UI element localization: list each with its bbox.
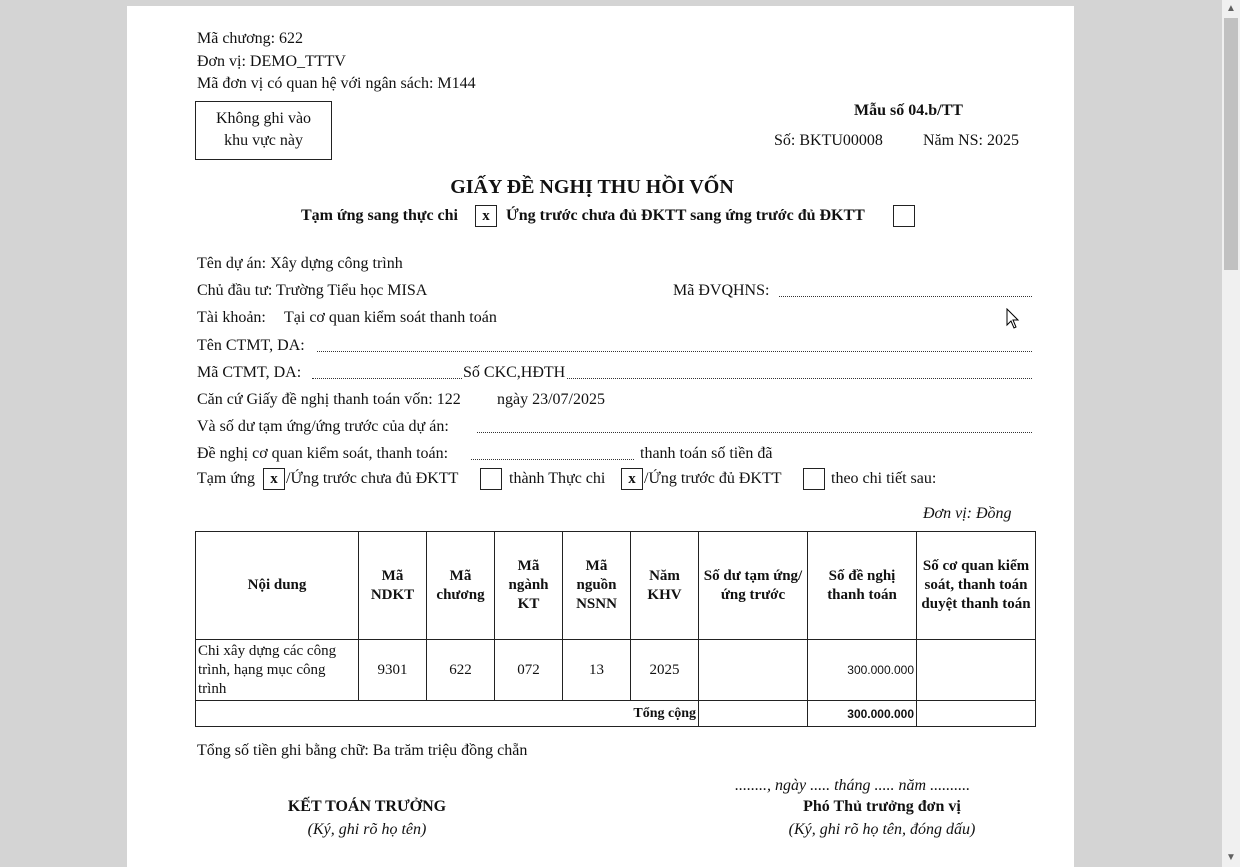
de-nghi-label: Đề nghị cơ quan kiểm soát, thanh toán: <box>197 445 449 462</box>
de-nghi-dots <box>471 459 634 460</box>
ma-dvqhns-dots <box>779 296 1032 297</box>
checkbox-ung-truoc-chua-du <box>480 468 502 490</box>
ma-dvqhns-label: Mã ĐVQHNS: <box>673 282 770 299</box>
ma-don-vi-ngan-sach: Mã đơn vị có quan hệ với ngân sách: M144 <box>197 75 476 92</box>
don-vi-tinh: Đơn vị: Đồng <box>923 505 1012 522</box>
document-page <box>127 6 1074 867</box>
cell-ma-chuong: 622 <box>427 640 495 701</box>
mau-so: Mẫu số 04.b/TT <box>854 102 963 119</box>
subtitle-ung-truoc-sang-du-dktt: Ứng trước chưa đủ ĐKTT sang ứng trước đủ ĐKTT <box>506 207 865 224</box>
col-header-so-du: Số dư tạm ứng/ứng trước <box>699 532 808 640</box>
table-total-row <box>196 701 1036 727</box>
table-header-row <box>196 532 1036 640</box>
ke-toan-truong-note: (Ký, ghi rõ họ tên) <box>307 821 427 838</box>
pho-thu-truong-note: (Ký, ghi rõ họ tên, đóng dấu) <box>788 821 976 838</box>
document-title: GIẤY ĐỀ NGHỊ THU HỒI VỐN <box>450 176 734 198</box>
reserved-area-line2: khu vực này <box>224 132 303 149</box>
signature-date-line: ........, ngày ..... tháng ..... năm .......... <box>735 777 971 794</box>
total-so-de-nghi: 300.000.000 <box>808 701 917 727</box>
table-row <box>196 640 1036 701</box>
cell-ma-nganh: 072 <box>495 640 563 701</box>
total-so-du <box>699 701 808 727</box>
thanh-toan-so-tien: thanh toán số tiền đã <box>640 445 773 462</box>
total-label: Tổng cộng <box>196 701 699 727</box>
scroll-down-arrow-icon[interactable]: ▼ <box>1226 852 1236 863</box>
total-so-duyet <box>917 701 1036 727</box>
detail-table <box>195 531 1036 727</box>
cell-ma-ndkt: 9301 <box>359 640 427 701</box>
cell-ma-nguon: 13 <box>563 640 631 701</box>
ten-du-an: Tên dự án: Xây dựng công trình <box>197 255 403 272</box>
vertical-scrollbar[interactable] <box>1222 0 1240 867</box>
so-ckc-label: Số CKC,HĐTH <box>463 364 566 381</box>
col-header-so-de-nghi: Số đề nghị thanh toán <box>808 532 917 640</box>
reserved-area-line1: Không ghi vào <box>215 110 312 127</box>
reserved-area-box <box>195 101 332 160</box>
ten-ctmt-label: Tên CTMT, DA: <box>197 337 305 354</box>
ma-ctmt-label: Mã CTMT, DA: <box>197 364 302 381</box>
nam-ngan-sach: Năm NS: 2025 <box>923 132 1019 149</box>
col-header-ma-chuong: Mã chương <box>427 532 495 640</box>
cell-so-de-nghi: 300.000.000 <box>808 640 917 701</box>
checkbox-tam-ung: x <box>263 468 285 490</box>
col-header-ma-nganh: Mã ngành KT <box>495 532 563 640</box>
ngay-de-nghi: ngày 23/07/2025 <box>497 391 605 408</box>
so-chung-tu: Số: BKTU00008 <box>774 132 883 149</box>
tam-ung-label: Tạm ứng <box>197 470 255 487</box>
chu-dau-tu: Chủ đầu tư: Trường Tiểu học MISA <box>197 282 428 299</box>
scroll-up-arrow-icon[interactable]: ▲ <box>1226 3 1236 14</box>
cell-so-du <box>699 640 808 701</box>
ung-truoc-du-label: /Ứng trước đủ ĐKTT <box>644 470 782 487</box>
ten-ctmt-dots <box>317 351 1032 352</box>
checkbox-thanh-thuc-chi: x <box>621 468 643 490</box>
tai-khoan-value: Tại cơ quan kiểm soát thanh toán <box>284 309 497 326</box>
col-header-so-duyet: Số cơ quan kiểm soát, thanh toán duyệt thanh toán <box>917 532 1036 640</box>
col-header-ma-ndkt: Mã NDKT <box>359 532 427 640</box>
scrollbar-thumb[interactable] <box>1224 18 1238 270</box>
tai-khoan-label: Tài khoản: <box>197 309 266 326</box>
theo-chi-tiet-label: theo chi tiết sau: <box>831 470 937 487</box>
thanh-thuc-chi-label: thành Thực chi <box>509 470 606 487</box>
ma-chuong: Mã chương: 622 <box>197 30 304 47</box>
checkbox-tam-ung-sang-thuc-chi: x <box>475 205 497 227</box>
so-tien-bang-chu: Tổng số tiền ghi bằng chữ: Ba trăm triệu đồng chẵn <box>197 742 528 759</box>
don-vi: Đơn vị: DEMO_TTTV <box>197 53 346 70</box>
so-du-dots <box>477 432 1032 433</box>
col-header-nam-khv: Năm KHV <box>631 532 699 640</box>
mouse-pointer-icon <box>1006 308 1020 335</box>
pho-thu-truong-title: Phó Thủ trưởng đơn vị <box>803 798 961 815</box>
cell-so-duyet <box>917 640 1036 701</box>
subtitle-tam-ung-sang-thuc-chi: Tạm ứng sang thực chi <box>301 207 458 224</box>
can-cu-giay-de-nghi: Căn cứ Giấy đề nghị thanh toán vốn: 122 <box>197 391 461 408</box>
cell-nam-khv: 2025 <box>631 640 699 701</box>
checkbox-ung-truoc-du <box>803 468 825 490</box>
col-header-ma-nguon: Mã nguồn NSNN <box>563 532 631 640</box>
so-du-label: Và số dư tạm ứng/ứng trước của dự án: <box>197 418 449 435</box>
so-ckc-dots <box>567 378 1032 379</box>
checkbox-ung-truoc-sang-du-dktt <box>893 205 915 227</box>
ung-truoc-chua-du-label: /Ứng trước chưa đủ ĐKTT <box>286 470 459 487</box>
ma-ctmt-dots <box>312 378 462 379</box>
ke-toan-truong-title: KẾT TOÁN TRƯỞNG <box>287 798 447 815</box>
col-header-noi-dung: Nội dung <box>196 532 359 640</box>
cell-noi-dung: Chi xây dựng các công trình, hạng mục công trình <box>196 640 359 701</box>
